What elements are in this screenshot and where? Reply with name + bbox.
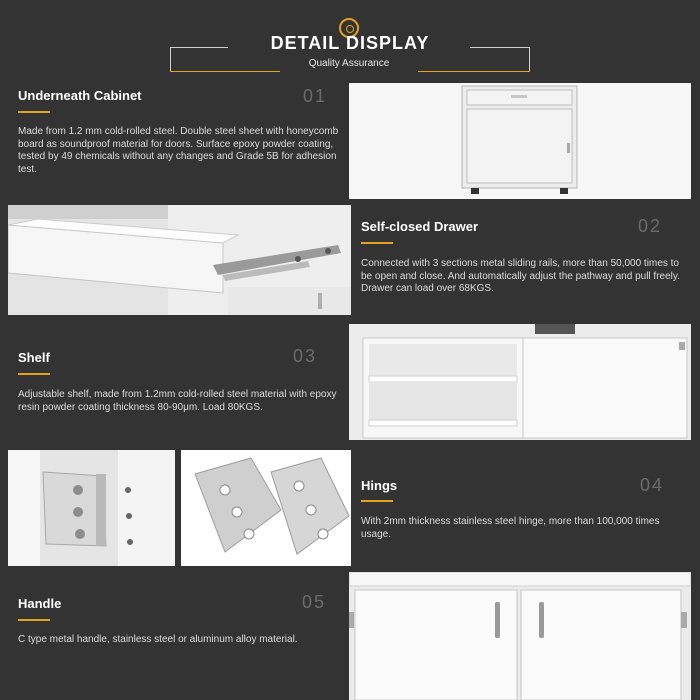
section-accent-bar bbox=[18, 373, 50, 375]
header bbox=[0, 0, 700, 80]
header-divider-right bbox=[470, 47, 530, 48]
section-number-05: 05 bbox=[302, 592, 327, 612]
header-accent-left bbox=[170, 71, 280, 72]
section-number-03: 03 bbox=[293, 346, 318, 366]
section-number-02: 02 bbox=[638, 216, 663, 236]
header-divider-left bbox=[170, 47, 228, 48]
page-subtitle: Quality Assurance bbox=[308, 58, 390, 69]
hinge-closeup-photo bbox=[8, 450, 175, 566]
section-accent-bar bbox=[361, 500, 393, 502]
section-accent-bar bbox=[18, 111, 50, 113]
page-title: DETAIL DISPLAY bbox=[270, 33, 430, 53]
section-description-handle: C type metal handle, stainless steel or aluminum alloy material. bbox=[18, 634, 298, 645]
section-title-self-closed-drawer: Self-closed Drawer bbox=[361, 219, 479, 234]
stainless-hinges-photo bbox=[181, 450, 351, 566]
section-title-hings: Hings bbox=[361, 478, 398, 493]
header-frame-right bbox=[529, 47, 530, 72]
section-description-underneath-cabinet: Made from 1.2 mm cold-rolled steel. Double steel sheet with honeycomb board as soundproof material for doors. Surface epoxy powder coating, tested by 49 chemicals without any changes and Grade 5B for adhesion test. bbox=[18, 126, 339, 175]
section-title-shelf: Shelf bbox=[18, 350, 50, 365]
section-description-hings: With 2mm thickness stainless steel hinge, more than 100,000 times usage. bbox=[361, 516, 660, 540]
section-description-self-closed-drawer: Connected with 3 sections metal sliding rails, more than 50,000 times to be open and close. And automatically adjust the pathway and pull freely. Drawer can load over 68KGS. bbox=[361, 258, 680, 294]
underneath-cabinet-photo bbox=[349, 83, 691, 199]
header-frame-left bbox=[170, 47, 171, 72]
section-title-underneath-cabinet: Underneath Cabinet bbox=[18, 88, 142, 103]
section-title-handle: Handle bbox=[18, 596, 62, 611]
section-accent-bar bbox=[18, 619, 50, 621]
section-number-01: 01 bbox=[303, 86, 328, 106]
section-number-04: 04 bbox=[640, 475, 665, 495]
section-accent-bar bbox=[361, 242, 393, 244]
section-description-shelf: Adjustable shelf, made from 1.2mm cold-rolled steel material with epoxy resin powder coating thickness 80-90μm. Load 80KGS. bbox=[18, 389, 337, 413]
self-closed-drawer-photo bbox=[8, 205, 351, 315]
handle-photo bbox=[349, 572, 691, 700]
shelf-photo bbox=[349, 324, 691, 440]
header-accent-right bbox=[418, 71, 530, 72]
